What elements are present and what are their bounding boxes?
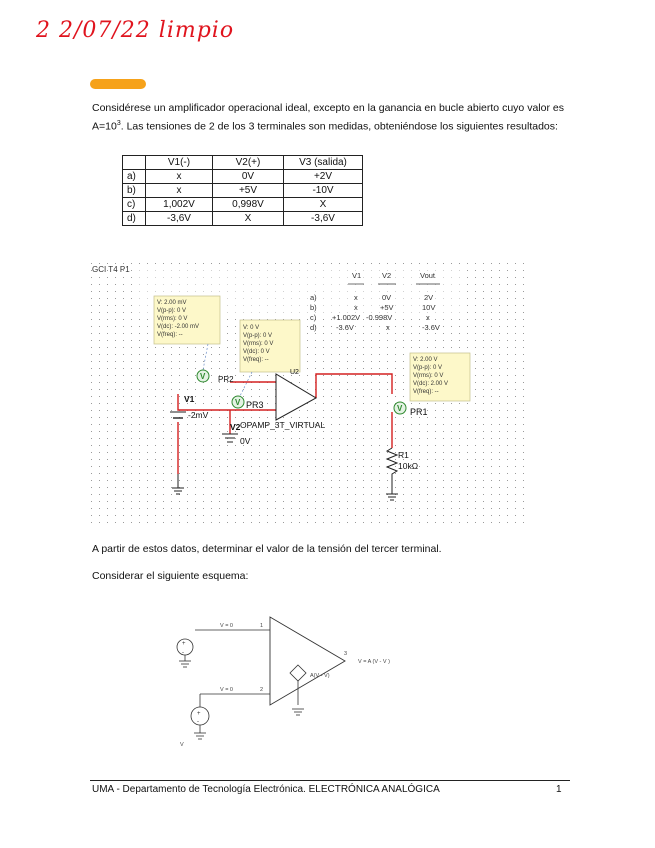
table-cell: -10V bbox=[284, 184, 363, 198]
v2-name: V2 bbox=[230, 422, 241, 432]
circuit-title: GCI T4 P1 bbox=[92, 265, 130, 274]
pin-2-label: 2 bbox=[260, 687, 264, 693]
intro-paragraph bbox=[92, 100, 564, 135]
probe-reading: V(rms): 0 V bbox=[413, 373, 444, 379]
v-minus-label: V = 0 bbox=[220, 623, 233, 629]
table-header-row bbox=[123, 156, 363, 170]
ground-icon bbox=[292, 709, 304, 715]
probe-box-pr1 bbox=[410, 353, 470, 401]
probe-reading: V(dc): 0 V bbox=[243, 349, 270, 355]
table-cell: +2V bbox=[284, 170, 363, 184]
intro-text-a: Considérese un amplificador operacional ideal, excepto en la ganancia en bucle abierto cuyo valor es A=10 bbox=[92, 102, 564, 133]
circuit-table-header: V1 bbox=[352, 271, 362, 280]
probe-symbol: V bbox=[397, 404, 403, 413]
circuit-table-cell: -0.998V bbox=[366, 313, 393, 322]
circuit-table-cell: +5V bbox=[380, 303, 394, 312]
opamp-body bbox=[270, 617, 348, 705]
v1-name: V1 bbox=[184, 394, 195, 404]
question-1: A partir de estos datos, determinar el valor de la tensión del tercer terminal. bbox=[92, 543, 442, 555]
probe-reading: V(freq): -- bbox=[243, 357, 269, 363]
footer-divider bbox=[90, 780, 570, 781]
circuit-table-cell: -3.6V bbox=[422, 323, 440, 332]
source-plus-sign: + bbox=[182, 641, 186, 647]
opamp-model-label: OPAMP_3T_VIRTUAL bbox=[240, 420, 326, 430]
probe-reading: V: 2.00 mV bbox=[157, 300, 187, 306]
circuit-table-cell: 2V bbox=[424, 293, 434, 302]
circuit-table-cell: +1.002V bbox=[332, 313, 361, 322]
page-number: 1 bbox=[556, 784, 562, 795]
results-table bbox=[122, 155, 363, 226]
pin-1-label: 1 bbox=[260, 623, 264, 629]
pr3-label: PR3 bbox=[246, 400, 264, 410]
table-cell: a) bbox=[123, 170, 146, 184]
table-cell: 1,002V bbox=[146, 198, 213, 212]
footer-text: UMA - Departamento de Tecnología Electrónica. ELECTRÓNICA ANALÓGICA bbox=[92, 784, 440, 795]
circuit-table-cell: a) bbox=[310, 293, 317, 302]
v-plus-label: V = 0 bbox=[220, 687, 233, 693]
v2-value: 0V bbox=[240, 436, 251, 446]
pin-3-label: 3 bbox=[344, 651, 348, 657]
dependent-source-label: A(V - V) bbox=[310, 673, 330, 679]
highlight-mark bbox=[90, 79, 146, 89]
probe-symbol: V bbox=[235, 398, 241, 407]
handwritten-date-note: 2 2/07/22 limpio bbox=[36, 18, 235, 43]
circuit-table-cell: x bbox=[426, 313, 430, 322]
ground-icon bbox=[179, 655, 191, 667]
source-plus-sign: + bbox=[197, 711, 201, 717]
source-v-label: V bbox=[180, 742, 184, 748]
probe-reading: V(freq): -- bbox=[413, 389, 439, 395]
circuit-table-header: Vout bbox=[420, 271, 436, 280]
table-cell: -3,6V bbox=[284, 212, 363, 226]
opamp-model-schematic bbox=[160, 605, 430, 750]
probe-reading: V(dc): -2.00 mV bbox=[157, 324, 200, 330]
table-cell: X bbox=[284, 198, 363, 212]
table-cell: b) bbox=[123, 184, 146, 198]
probe-pr1-icon bbox=[394, 402, 406, 414]
circuit-table-cell: d) bbox=[310, 323, 317, 332]
table-cell: x bbox=[146, 184, 213, 198]
v1-value: -2mV bbox=[188, 410, 209, 420]
table-cell: X bbox=[213, 212, 284, 226]
pr1-label: PR1 bbox=[410, 407, 428, 417]
table-row bbox=[123, 198, 363, 212]
simulation-circuit bbox=[90, 262, 530, 524]
table-row bbox=[123, 184, 363, 198]
table-cell: -3,6V bbox=[146, 212, 213, 226]
table-cell: 0,998V bbox=[213, 198, 284, 212]
question-2: Considerar el siguiente esquema: bbox=[92, 570, 249, 582]
table-row bbox=[123, 170, 363, 184]
circuit-table-cell: b) bbox=[310, 303, 317, 312]
circuit-table-cell: 10V bbox=[422, 303, 436, 312]
pr2-label: PR2 bbox=[218, 375, 234, 384]
probe-reading: V(p-p): 0 V bbox=[157, 308, 187, 314]
probe-reading: V: 2.00 V bbox=[413, 357, 438, 363]
probe-reading: V(rms): 0 V bbox=[157, 316, 188, 322]
source-minus-sign: - bbox=[197, 719, 199, 725]
source-minus-sign: - bbox=[182, 650, 184, 656]
probe-reading: V(dc): 2.00 V bbox=[413, 381, 449, 387]
table-cell: x bbox=[146, 170, 213, 184]
circuit-table-cell: x bbox=[386, 323, 390, 332]
circuit-table-cell: c) bbox=[310, 313, 317, 322]
r1-value: 10kΩ bbox=[398, 461, 419, 471]
circuit-table-cell: x bbox=[354, 293, 358, 302]
circuit-table-cell: -3.6V bbox=[336, 323, 354, 332]
output-expression: V = A (V - V ) bbox=[358, 659, 390, 665]
circuit-table-cell: 0V bbox=[382, 293, 392, 302]
table-cell: 0V bbox=[213, 170, 284, 184]
table-header-cell: V3 (salida) bbox=[284, 156, 363, 170]
table-row bbox=[123, 212, 363, 226]
circuit-table-cell: x bbox=[354, 303, 358, 312]
probe-reading: V(p-p): 0 V bbox=[243, 333, 273, 339]
probe-pr2-icon bbox=[197, 370, 209, 382]
ground-icon bbox=[194, 725, 206, 739]
table-header-cell: V1(-) bbox=[146, 156, 213, 170]
probe-reading: V(freq): -- bbox=[157, 332, 183, 338]
intro-exponent: 3 bbox=[116, 120, 121, 127]
u2-label: U2 bbox=[290, 369, 299, 376]
r1-name: R1 bbox=[398, 450, 409, 460]
table-cell: d) bbox=[123, 212, 146, 226]
circuit-table-header: V2 bbox=[382, 271, 392, 280]
intro-text-b: . Las tensiones de 2 de los 3 terminales son medidas, obteniéndose los siguientes resultados: bbox=[120, 120, 558, 133]
table-cell: +5V bbox=[213, 184, 284, 198]
probe-reading: V(rms): 0 V bbox=[243, 341, 274, 347]
probe-reading: V: 0 V bbox=[243, 325, 260, 331]
table-header-cell: V2(+) bbox=[213, 156, 284, 170]
table-cell: c) bbox=[123, 198, 146, 212]
probe-box-pr3 bbox=[240, 320, 300, 372]
probe-box-pr2 bbox=[154, 296, 220, 344]
probe-symbol: V bbox=[200, 372, 206, 381]
probe-reading: V(p-p): 0 V bbox=[413, 365, 443, 371]
probe-pr3-icon bbox=[232, 396, 244, 408]
table-header-cell bbox=[123, 156, 146, 170]
